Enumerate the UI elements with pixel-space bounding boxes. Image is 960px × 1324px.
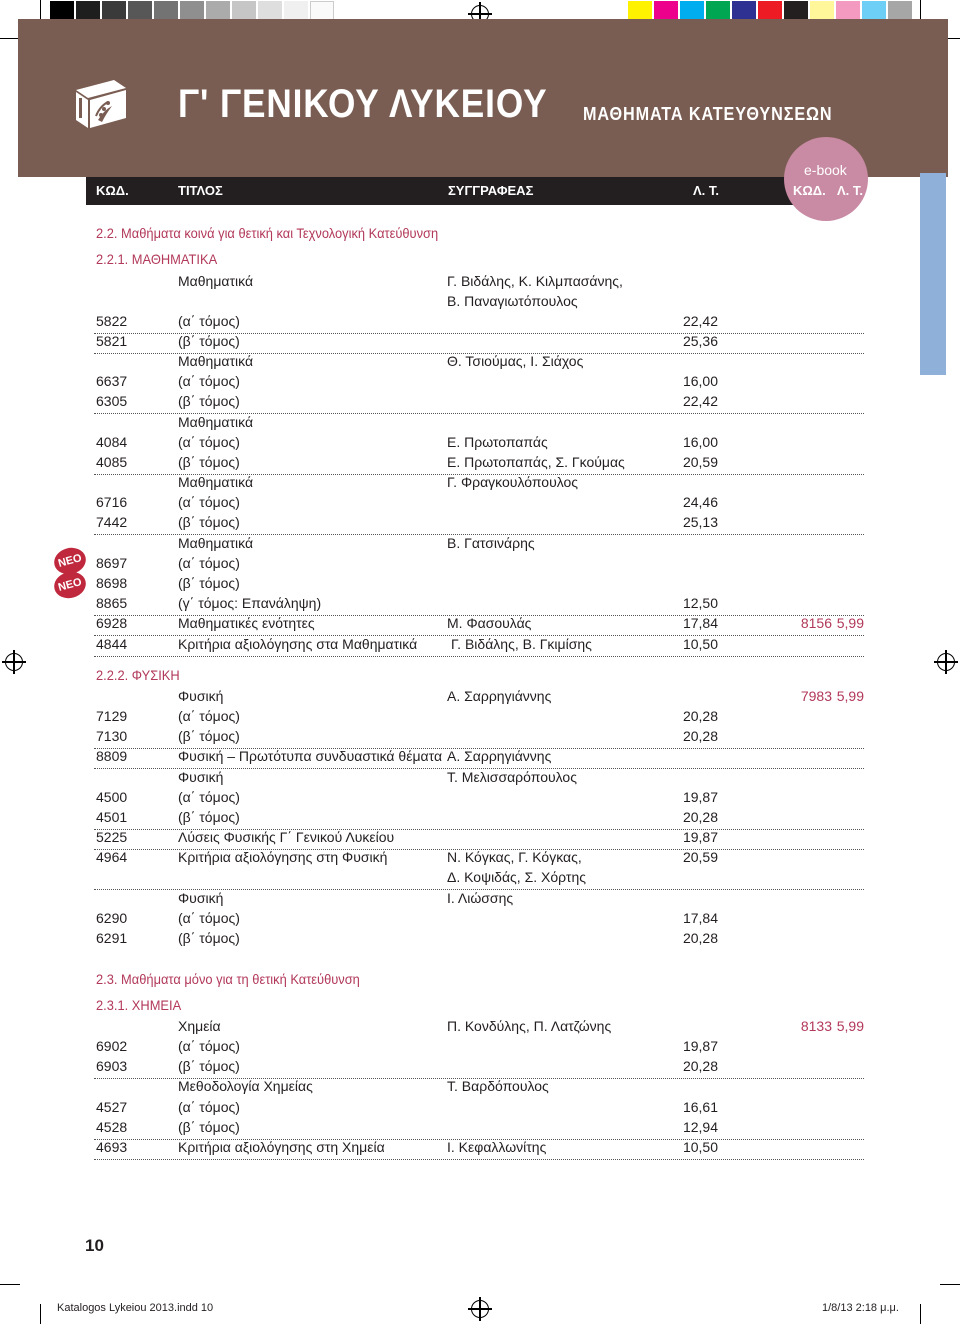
catalog-row [94,595,864,616]
book-code: 8698 [96,575,128,591]
book-author: Γ. Βιδάλης, Β. Γκιμίσης [451,636,592,652]
book-title: (α΄ τόμος) [178,1038,240,1054]
book-price: 20,28 [682,728,718,744]
book-title: (β΄ τόμος) [178,930,240,946]
catalog-row [94,748,864,769]
catalog-row [94,688,864,708]
book-price: 25,36 [682,333,718,349]
catalog-row [94,1018,864,1038]
catalog-row [94,575,864,595]
book-author: Ι. Κεφαλλωνίτης [447,1139,547,1155]
ebook-code: 8156 [800,615,832,631]
catalog-row [94,708,864,728]
ebook-code-header: ΚΩΔ. [793,183,826,198]
book-code: 5822 [96,313,128,329]
book-price: 12,94 [682,1119,718,1135]
catalog-row [94,1058,864,1079]
crop-mark [940,1284,960,1285]
book-title: (β΄ τόμος) [178,514,240,530]
book-author: Α. Σαρρηγιάννης [447,688,552,704]
book-title: Μαθηματικά [178,535,254,551]
book-author: Π. Κονδύλης, Π. Λατζώνης [447,1018,612,1034]
book-price: 10,50 [682,1139,718,1155]
book-title: (β΄ τόμος) [178,333,240,349]
catalog-row [94,273,864,293]
book-author: Ν. Κόγκας, Γ. Κόγκας, [447,849,582,865]
book-code: 6902 [96,1038,128,1054]
book-author: Α. Σαρρηγιάννης [447,748,552,764]
book-title: (β΄ τόμος) [178,454,240,470]
book-title: (α΄ τόμος) [178,910,240,926]
registration-mark-bottom [471,1300,489,1318]
catalog-row [94,1099,864,1119]
book-title: Κριτήρια αξιολόγησης στα Μαθηματικά [178,636,418,652]
catalog-row [94,393,864,414]
catalog-row [94,869,864,890]
book-price: 19,87 [682,1038,718,1054]
book-code: 6291 [96,930,128,946]
section-heading: 2.2. Μαθήματα κοινά για θετική και Τεχνολογική Κατεύθυνση [96,225,439,241]
book-price: 19,87 [682,789,718,805]
page-title: Γ' ΓΕΝΙΚΟΥ ΛΥΚΕΙΟΥ [178,82,548,126]
book-price: 17,84 [682,615,718,631]
book-price: 24,46 [682,494,718,510]
ebook-price: 5,99 [836,688,864,704]
book-title: (α΄ τόμος) [178,494,240,510]
book-title: Φυσική – Πρωτότυπα συνδυαστικά θέματα [178,748,443,764]
catalog-row [94,454,864,475]
book-price: 22,42 [682,313,718,329]
book-price: 16,00 [682,373,718,389]
book-title: (α΄ τόμος) [178,789,240,805]
book-author: Γ. Βιδάλης, Κ. Κιλμπασάνης, [447,273,623,289]
book-code: 7442 [96,514,128,530]
book-code: 4085 [96,454,128,470]
catalog-row [94,789,864,809]
column-header-code: ΚΩΔ. [96,183,129,198]
book-author: Τ. Βαρδόπουλος [447,1078,549,1094]
book-price: 20,28 [682,1058,718,1074]
page-subtitle: ΜΑΘΗΜΑΤΑ ΚΑΤΕΥΘΥΝΣΕΩΝ [583,104,833,124]
crop-mark [0,1284,20,1285]
book-author: Β. Παναγιωτόπουλος [447,293,578,309]
book-title: Μαθηματικά [178,474,254,490]
catalog-row [94,636,864,657]
book-title: Κριτήρια αξιολόγησης στη Χημεία [178,1139,385,1155]
book-code: 4693 [96,1139,128,1155]
column-header-price: Λ. Τ. [693,183,720,198]
catalog-row [94,414,864,434]
book-code: 6903 [96,1058,128,1074]
book-author: Ε. Πρωτοπαπάς [447,434,548,450]
book-code: 6637 [96,373,128,389]
book-title: (β΄ τόμος) [178,393,240,409]
ebook-badge [784,137,868,221]
catalog-row [94,313,864,334]
book-code: 6928 [96,615,128,631]
book-title: Φυσική [178,688,224,704]
footer-filename: Katalogos Lykeiou 2013.indd 10 [57,1302,214,1314]
book-title: Χημεία [178,1018,221,1034]
catalog-row [94,535,864,555]
book-title: Μαθηματικές ενότητες [178,615,315,631]
book-code: 4527 [96,1099,128,1115]
book-title: (α΄ τόμος) [178,1099,240,1115]
book-code: 4528 [96,1119,128,1135]
book-price: 10,50 [682,636,718,652]
catalog-row [94,809,864,830]
book-title: (γ΄ τόμος: Επανάληψη) [178,595,322,611]
catalog-row [94,1078,864,1098]
ebook-price: 5,99 [836,615,864,631]
book-title: Φυσική [178,769,224,785]
catalog-row [94,293,864,313]
book-title: (β΄ τόμος) [178,809,240,825]
book-price: 20,59 [682,454,718,470]
registration-mark-right [937,653,955,671]
book-code: 6305 [96,393,128,409]
book-price: 20,28 [682,708,718,724]
catalog-row [94,333,864,354]
subsection-heading: 2.2.2. ΦΥΣΙΚΗ [96,667,180,683]
book-price: 20,28 [682,809,718,825]
registration-mark-left [5,653,23,671]
book-price: 16,00 [682,434,718,450]
book-code: 5225 [96,829,128,845]
book-code: 4844 [96,636,128,652]
page-number: 10 [85,1236,104,1255]
side-color-tab [920,173,946,375]
book-title: Λύσεις Φυσικής Γ΄ Γενικού Λυκείου [178,829,395,845]
book-author: Ι. Λιώσσης [447,890,514,906]
book-author: Β. Γατσινάρης [447,535,535,551]
catalog-row [94,1119,864,1140]
book-price: 12,50 [682,595,718,611]
crop-mark [40,0,41,20]
ebook-price: 5,99 [836,1018,864,1034]
book-code: 7130 [96,728,128,744]
book-code: 8865 [96,595,128,611]
catalog-row [94,434,864,454]
ebook-price-header: Λ. Τ. [837,183,864,198]
book-code: 7129 [96,708,128,724]
book-title: (β΄ τόμος) [178,728,240,744]
catalog-row [94,555,864,575]
catalog-row [94,728,864,749]
book-title: Μαθηματικά [178,353,254,369]
book-price: 19,87 [682,829,718,845]
subsection-heading: 2.2.1. ΜΑΘΗΜΑΤΙΚΑ [96,251,218,267]
book-author: Θ. Τσιούμας, Ι. Σιάχος [447,353,584,369]
catalog-row [94,829,864,850]
book-code: 4500 [96,789,128,805]
book-code: 5821 [96,333,128,349]
book-title: Μαθηματικά [178,273,254,289]
book-author: Δ. Κοψιδάς, Σ. Χόρτης [447,869,586,885]
catalog-row [94,1038,864,1058]
catalog-row [94,373,864,393]
book-price: 20,28 [682,930,718,946]
book-author: Γ. Φραγκουλόπουλος [447,474,579,490]
book-code: 8697 [96,555,128,571]
catalog-row [94,474,864,494]
book-code: 4964 [96,849,128,865]
book-code: 4501 [96,809,128,825]
catalog-row [94,615,864,636]
section-heading: 2.3. Μαθήματα μόνο για τη θετική Κατεύθυνση [96,971,360,987]
book-title: (α΄ τόμος) [178,434,240,450]
subsection-heading: 2.3.1. ΧΗΜΕΙΑ [96,997,182,1013]
book-code: 6716 [96,494,128,510]
book-title: Φυσική [178,890,224,906]
book-author: Μ. Φασουλάς [447,615,532,631]
ebook-code: 7983 [800,688,832,704]
catalog-row [94,930,864,950]
catalog-row [94,353,864,373]
column-header-author: ΣΥΓΓΡΑΦΕΑΣ [448,183,534,198]
crop-mark [920,0,921,20]
book-price: 17,84 [682,910,718,926]
ebook-label: e-book [804,162,847,178]
catalog-row [94,849,864,869]
catalog-row [94,769,864,789]
book-title: (α΄ τόμος) [178,708,240,724]
catalog-row [94,514,864,535]
crop-mark [40,1304,41,1324]
catalog-row [94,910,864,930]
crop-mark [920,1304,921,1324]
footer-date: 1/8/13 2:18 μ.μ. [822,1302,899,1314]
ebook-code: 8133 [800,1018,832,1034]
books-icon [74,76,128,137]
book-title: (α΄ τόμος) [178,555,240,571]
new-badge: ΝΕΟ [51,544,89,577]
column-header-title: ΤΙΤΛΟΣ [178,183,223,198]
book-code: 4084 [96,434,128,450]
book-title: (β΄ τόμος) [178,1119,240,1135]
book-title: (α΄ τόμος) [178,313,240,329]
new-badge: ΝΕΟ [51,568,89,601]
catalog-row [94,1139,864,1160]
book-title: (β΄ τόμος) [178,575,240,591]
book-title: Μεθοδολογία Χημείας [178,1078,313,1094]
book-title: Κριτήρια αξιολόγησης στη Φυσική [178,849,388,865]
catalog-row [94,494,864,514]
book-price: 22,42 [682,393,718,409]
book-title: Μαθηματικά [178,414,254,430]
book-price: 25,13 [682,514,718,530]
book-title: (α΄ τόμος) [178,373,240,389]
book-price: 20,59 [682,849,718,865]
crop-mark [0,38,20,39]
book-code: 6290 [96,910,128,926]
book-author: Ε. Πρωτοπαπάς, Σ. Γκούμας [447,454,625,470]
book-author: Τ. Μελισσαρόπουλος [447,769,577,785]
book-title: (β΄ τόμος) [178,1058,240,1074]
book-code: 8809 [96,748,128,764]
book-price: 16,61 [682,1099,718,1115]
catalog-row [94,890,864,910]
